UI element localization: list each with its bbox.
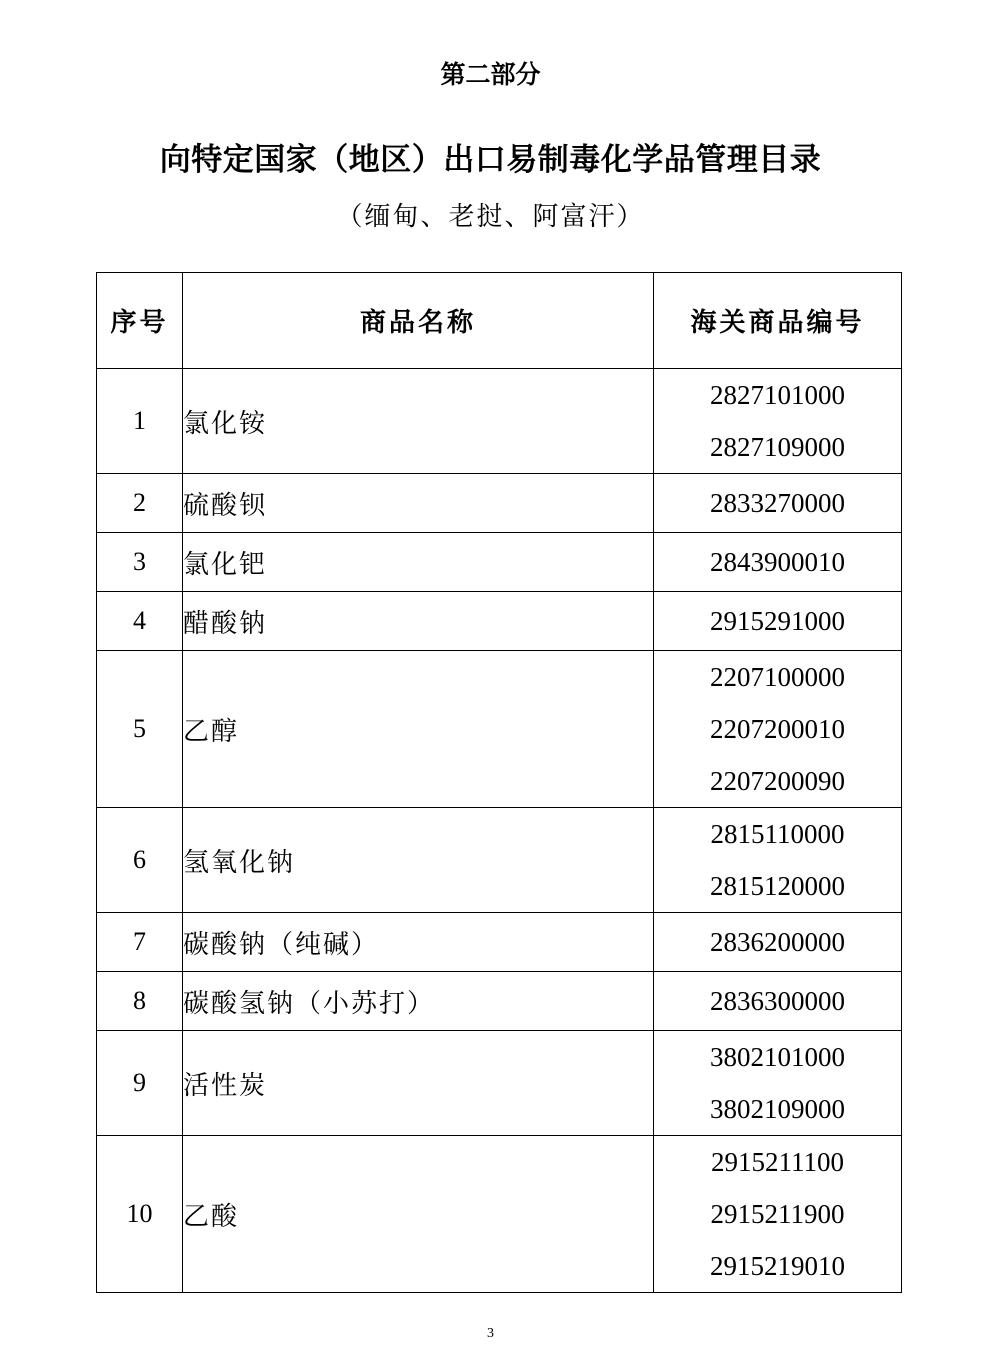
customs-code: 2207200090 <box>710 766 845 796</box>
row-index: 9 <box>97 1031 183 1136</box>
row-product-name: 氢氧化钠 <box>183 808 654 913</box>
row-customs-codes <box>654 651 902 808</box>
part-title: 第二部分 <box>440 60 541 89</box>
row-index: 7 <box>97 913 183 972</box>
row-product-name: 乙醇 <box>183 651 654 808</box>
row-customs-codes <box>654 972 902 1031</box>
row-index: 5 <box>97 651 183 808</box>
catalog-table <box>96 272 902 1293</box>
table-row <box>97 592 902 651</box>
row-customs-codes <box>654 369 902 474</box>
customs-code: 2815110000 <box>710 819 845 849</box>
row-index: 8 <box>97 972 183 1031</box>
table-body <box>97 369 902 1293</box>
row-product-name: 乙酸 <box>183 1136 654 1293</box>
table-row <box>97 474 902 533</box>
table-header-row <box>97 273 902 369</box>
customs-code: 2827109000 <box>710 432 845 462</box>
row-product-name: 硫酸钡 <box>183 474 654 533</box>
row-product-name: 活性炭 <box>183 1031 654 1136</box>
row-customs-codes <box>654 474 902 533</box>
table-row <box>97 1031 902 1136</box>
row-customs-codes <box>654 913 902 972</box>
table-row <box>97 533 902 592</box>
table-row <box>97 972 902 1031</box>
customs-code: 2836300000 <box>710 986 845 1016</box>
table-row <box>97 651 902 808</box>
row-customs-codes <box>654 592 902 651</box>
table-row <box>97 369 902 474</box>
row-index: 4 <box>97 592 183 651</box>
header-customs-code: 海关商品编号 <box>654 273 902 369</box>
customs-code: 2207100000 <box>710 662 845 692</box>
customs-code: 2815120000 <box>710 871 845 901</box>
row-product-name: 碳酸钠（纯碱） <box>183 913 654 972</box>
row-customs-codes <box>654 808 902 913</box>
table-row <box>97 1136 902 1293</box>
page-number: 3 <box>487 1326 494 1341</box>
row-product-name: 碳酸氢钠（小苏打） <box>183 972 654 1031</box>
row-index: 3 <box>97 533 183 592</box>
customs-code: 2915291000 <box>710 606 845 636</box>
row-customs-codes <box>654 1031 902 1136</box>
row-index: 2 <box>97 474 183 533</box>
row-product-name: 醋酸钠 <box>183 592 654 651</box>
table-row <box>97 808 902 913</box>
customs-code: 2915211900 <box>710 1199 845 1229</box>
row-customs-codes <box>654 1136 902 1293</box>
customs-code: 2833270000 <box>710 488 845 518</box>
customs-code: 2827101000 <box>710 380 845 410</box>
customs-code: 2843900010 <box>710 547 845 577</box>
document-subtitle: （缅甸、老挝、阿富汗） <box>336 202 645 232</box>
row-product-name: 氯化铵 <box>183 369 654 474</box>
customs-code: 3802101000 <box>710 1042 845 1072</box>
document-title: 向特定国家（地区）出口易制毒化学品管理目录 <box>159 142 822 178</box>
customs-code: 3802109000 <box>710 1094 845 1124</box>
customs-code: 2207200010 <box>710 714 845 744</box>
row-product-name: 氯化钯 <box>183 533 654 592</box>
row-index: 1 <box>97 369 183 474</box>
row-index: 6 <box>97 808 183 913</box>
row-index: 10 <box>97 1136 183 1293</box>
header-index: 序号 <box>97 273 183 369</box>
customs-code: 2836200000 <box>710 927 845 957</box>
customs-code: 2915211100 <box>711 1147 844 1177</box>
customs-code: 2915219010 <box>710 1251 845 1281</box>
table-row <box>97 913 902 972</box>
header-product-name: 商品名称 <box>183 273 654 369</box>
row-customs-codes <box>654 533 902 592</box>
